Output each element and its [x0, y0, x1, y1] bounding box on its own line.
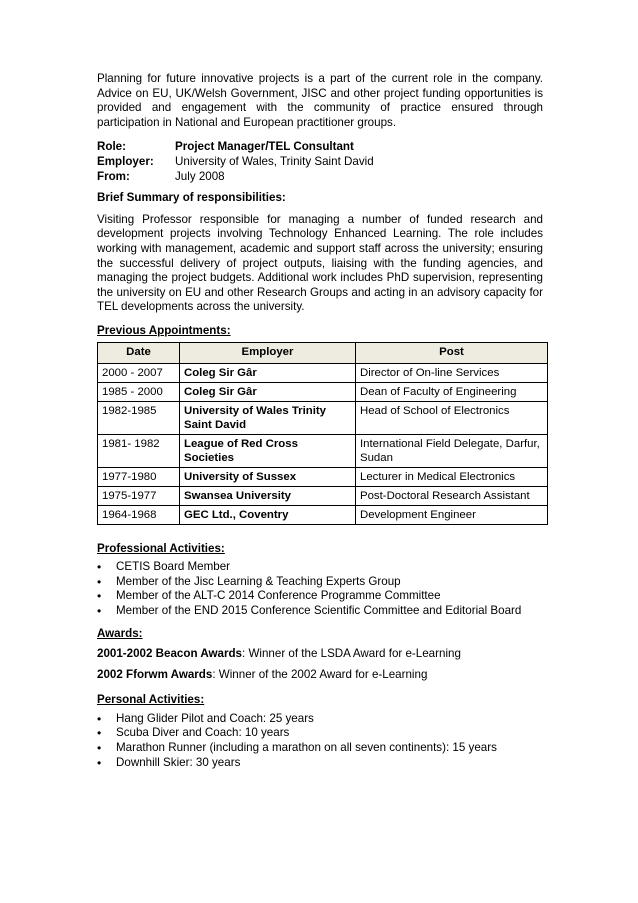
award-line [97, 668, 543, 683]
list-item: • Scuba Diver and Coach: 10 years [116, 726, 543, 741]
personal-activities-heading: Personal Activities: [97, 693, 205, 707]
table-row [98, 363, 548, 382]
cell-post: Development Engineer [356, 505, 548, 524]
cell-post: Dean of Faculty of Engineering [356, 382, 548, 401]
appointments-table [97, 342, 548, 525]
role-value: Project Manager/TEL Consultant [175, 140, 354, 154]
list-item: • Member of the END 2015 Conference Scientific Committee and Editorial Board [116, 604, 543, 619]
table-row [98, 486, 548, 505]
table-row [98, 467, 548, 486]
cell-post: Lecturer in Medical Electronics [356, 467, 548, 486]
cell-date: 1975-1977 [98, 486, 180, 505]
summary-heading: Brief Summary of responsibilities: [97, 191, 286, 205]
cell-post: Head of School of Electronics [356, 401, 548, 434]
cell-employer: Coleg Sir Gâr [180, 382, 356, 401]
cell-employer: Swansea University [180, 486, 356, 505]
cell-employer: University of Sussex [180, 467, 356, 486]
cell-employer: University of Wales Trinity Saint David [180, 401, 356, 434]
table-row [98, 401, 548, 434]
table-header-row [98, 342, 548, 363]
from-row [97, 170, 543, 185]
table-row [98, 505, 548, 524]
cell-date: 1964-1968 [98, 505, 180, 524]
cell-date: 1977-1980 [98, 467, 180, 486]
list-item: • Hang Glider Pilot and Coach: 25 years [116, 712, 543, 727]
list-item: • Member of the Jisc Learning & Teaching Experts Group [116, 575, 543, 590]
employer-value: University of Wales, Trinity Saint David [175, 154, 374, 168]
professional-activities-list [97, 560, 543, 618]
role-label: Role: [97, 140, 126, 154]
summary-paragraph: Visiting Professor responsible for managing a number of funded research and development projects involving Technology Enhanced Learning. The role includes working with management, academic and support staff across the university; ensuring the successful delivery of project outputs, liaising with the funding agencies, and managing the project budgets. Additional work includes PhD supervision, representing the university on EU and other Research Groups and acting in an advisory capacity for TEL developments across the university. [97, 212, 543, 314]
cell-date: 1985 - 2000 [98, 382, 180, 401]
award-title: 2001-2002 Beacon Awards [97, 647, 243, 661]
cell-post: International Field Delegate, Darfur, Sudan [356, 434, 548, 467]
cell-post: Post-Doctoral Research Assistant [356, 486, 548, 505]
list-item: • Marathon Runner (including a marathon on all seven continents): 15 years [116, 741, 543, 756]
award-line [97, 647, 543, 662]
employer-label: Employer: [97, 154, 154, 168]
cell-date: 1982-1985 [98, 401, 180, 434]
header-post: Post [356, 342, 548, 363]
employer-row [97, 155, 543, 170]
award-text: : Winner of the 2002 Award for e-Learning [212, 667, 428, 681]
cell-post: Director of On-line Services [356, 363, 548, 382]
cell-employer: League of Red Cross Societies [180, 434, 356, 467]
award-title: 2002 Fforwm Awards [97, 667, 213, 681]
personal-activities-list [97, 712, 543, 770]
cell-date: 2000 - 2007 [98, 363, 180, 382]
document-page [97, 72, 543, 770]
role-block [97, 140, 543, 184]
award-text: : Winner of the LSDA Award for e-Learning [242, 647, 461, 661]
intro-paragraph: Planning for future innovative projects is a part of the current role in the company. Advice on EU, UK/Welsh Government, JISC and other project funding opportunities is provided and engagement with the community of practice ensured through participation in National and European practitioner groups. [97, 72, 543, 129]
previous-appointments-heading: Previous Appointments: [97, 323, 231, 337]
table-row [98, 382, 548, 401]
list-item: • Member of the ALT-C 2014 Conference Programme Committee [116, 589, 543, 604]
from-value: July 2008 [175, 169, 225, 183]
awards-heading: Awards: [97, 627, 143, 641]
list-item: • Downhill Skier: 30 years [116, 756, 543, 771]
list-item: • CETIS Board Member [116, 560, 543, 575]
cell-employer: Coleg Sir Gâr [180, 363, 356, 382]
role-row [97, 140, 543, 155]
from-label: From: [97, 169, 130, 183]
header-date: Date [98, 342, 180, 363]
cell-date: 1981- 1982 [98, 434, 180, 467]
cell-employer: GEC Ltd., Coventry [180, 505, 356, 524]
header-employer: Employer [180, 342, 356, 363]
professional-activities-heading: Professional Activities: [97, 541, 225, 555]
table-row [98, 434, 548, 467]
